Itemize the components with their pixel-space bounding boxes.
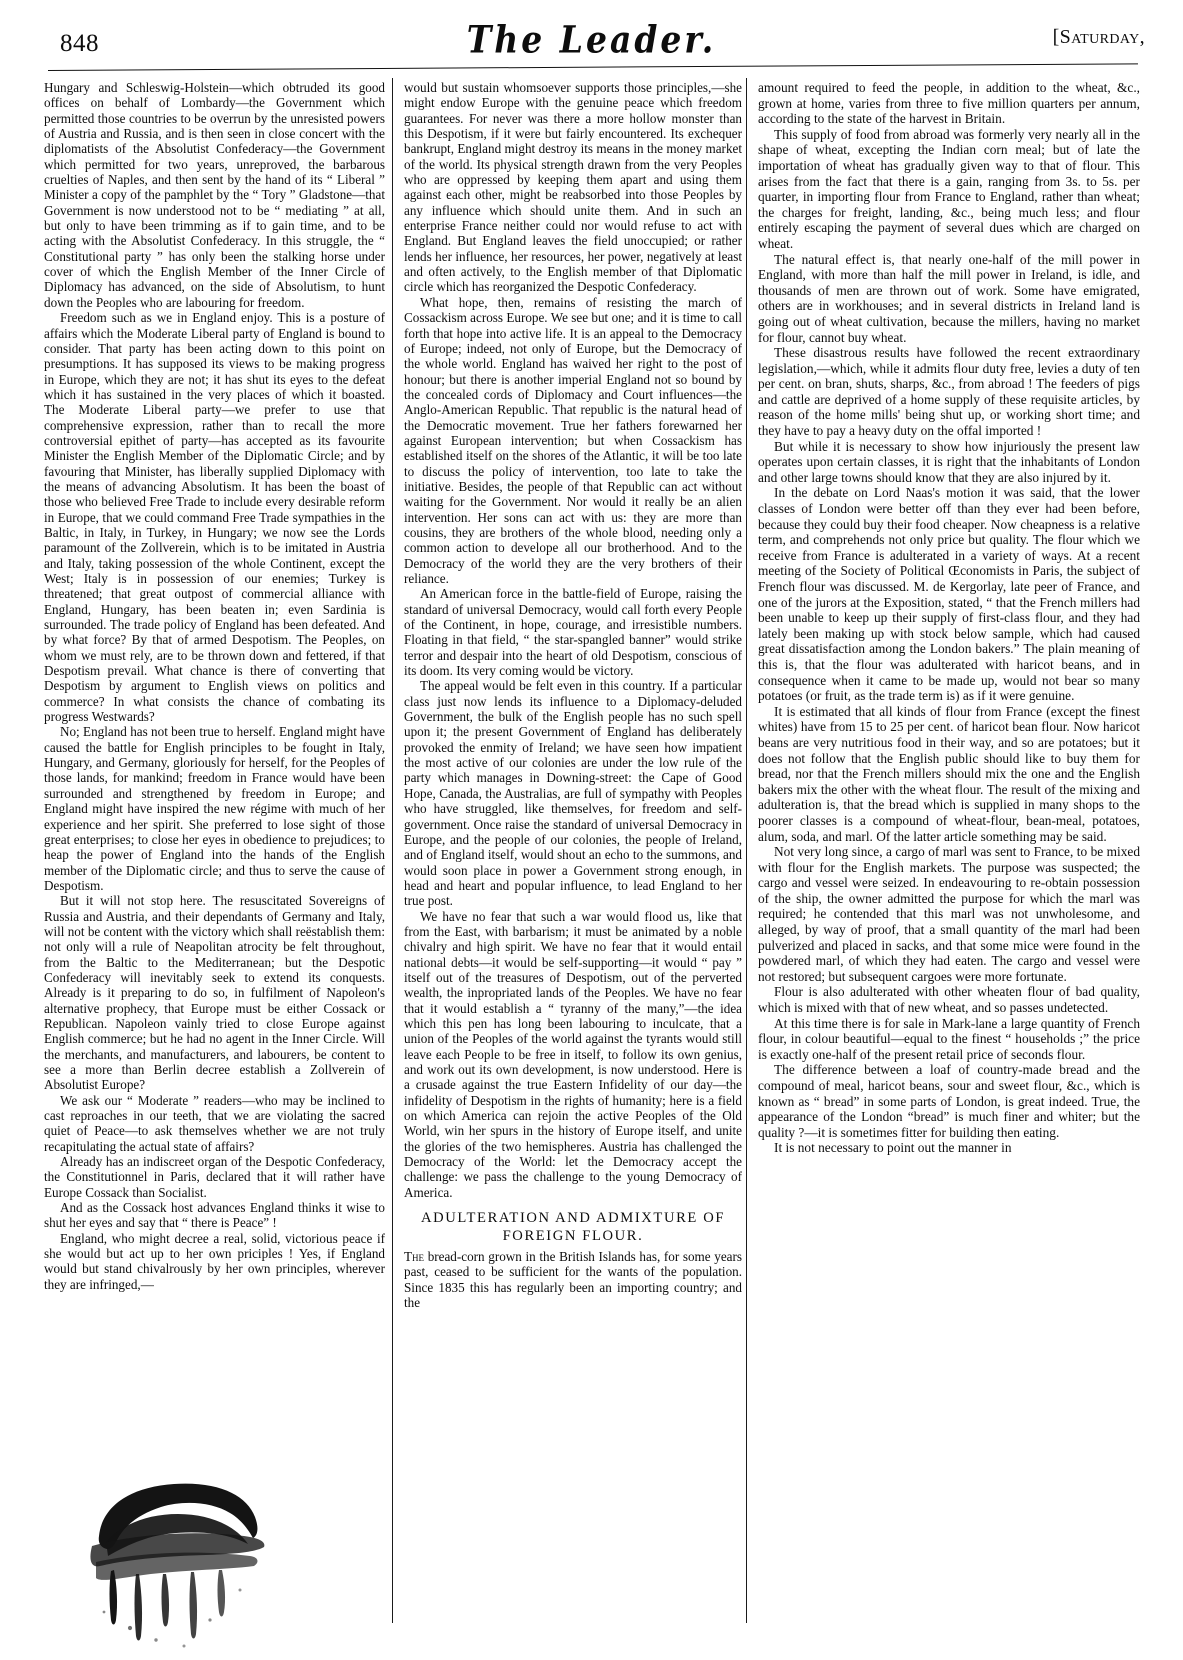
paragraph: But it will not stop here. The resuscitated Sovereigns of Russia and Austria, and their dependants of Germany and Italy, will not be content with the victory which shall reëstablish them: not only will a rule of Neapolitan atrocity be felt throughout, from the Baltic to the Mediterranean; but the Despotic Confederacy will inevitably seek to extend its conquests. Already is it preparing to do so, in fulfilment of Napoleon's alternative prophecy, that Europe must be either Cossack or Republican. Napoleon vainly tried to close Europe against English commerce; but he had no agent in the Inner Circle. Will the merchants, and manufacturers, and labourers, be content to see a more than Berlin decree establish a Zollverein of Absolutist Europe?: [44, 893, 385, 1093]
paragraph: These disastrous results have followed the recent extraordinary legislation,—which, while it admits flour duty free, levies a duty of ten per cent. on bran, shuts, sharps, &c., from abroad ! The feeders of pigs and cattle are deprived of a home supply of these requisite articles, by reason of the home mills' being shut up, or working short time; and they have to pay a heavy duty on the offal imported !: [758, 345, 1140, 439]
paragraph: Freedom such as we in England enjoy. This is a posture of affairs which the Moderate Liberal party of England is bound to consider. That party has been acting down to this point on presumptions. It has supposed its views to be making progress in Europe, which they are not; it has shut its eyes to the defeat which it has sustained in the very places of which it boasted. The Moderate Liberal party—we prefer to use that comprehensive expression, rather than to recall the more controversial epithet of party—has accepted as its favourite Minister the English Member of the Diplomatic Circle; and by favouring that Minister, has liberally supplied Diplomacy with the means of advancing Absolutism. It has been the boast of those who believed Free Trade to include every desirable reform in Europe, that we could command Free Trade sympathies in the Baltic, in Italy, in Turkey, in Hungary; we now see the Lords paramount of the Zollverein, which is to be imitated in Austria and Italy, taking possession of the whole Continent, except the West; Italy is in possession of our enemies; Turkey is threatened; that great outpost of commercial alliance with England, Hungary, has been beaten in; even Sardinia is surrounded. The trade policy of England has been defeated. And by what force? By that of armed Despotism. The Peoples, on whom we must rely, are to be thrown down and fettered, if that Despotism prevail. What chance is there of converting that Despotism by argument to English views on politics and commerce? In what consists the chance of combating its progress Westwards?: [44, 310, 385, 725]
paragraph: amount required to feed the people, in addition to the wheat, &c., grown at home, varies from three to five million quarters per annum, according to the state of the harvest in Britain.: [758, 80, 1140, 127]
lead-smallcaps: The: [404, 1249, 425, 1265]
paragraph: England, who might decree a real, solid, victorious peace if she would but act up to her own priciples ! Yes, if England would but stand chivalrously by her own principles, wherever they are infringed,—: [44, 1230, 385, 1292]
section-heading-line-2: FOREIGN FLOUR.: [502, 1228, 644, 1245]
paragraph: would but sustain whomsoever supports those principles,—she might endow Europe with the genuine peace which freedom guarantees. For never was there a more hollow monster than this Despotism, if it were but fairly encountered. Its exchequer bankrupt, England might destroy its means in the money market of the world. Its physical strength drawn from the very Peoples who are oppressed by keeping them apart and using them against each other, might be reabsorbed into those Peoples by any influence which should unite them. And in such an enterprise France neither could nor would refuse to act with England. But England leaves the field unoccupied; or rather lends her influence, her resources, her power, negatively at least and often actively, to the English member of that Diplomatic circle which has reorganized the Despotic Confederacy.: [404, 80, 742, 295]
paragraph: This supply of food from abroad was formerly very nearly all in the shape of wheat, excepting the Indian corn meal; but of late the importation of wheat has gradually given way to that of flour. This arises from the fact that there is a gain, ranging from 3s. to 5s. per quarter, in importing flour from France to England, rather than wheat; the charges for freight, landing, &c., being much less; and flour entirely escaping the payment of several dues which are charged on wheat.: [758, 126, 1140, 251]
text-column-2: [404, 80, 742, 1310]
section-heading-line-1: ADULTERATION AND ADMIXTURE OF: [420, 1210, 726, 1227]
paragraph: Flour is also adulterated with other wheaten flour of bad quality, which is mixed with that of new wheat, and so passes undetected.: [758, 984, 1140, 1016]
publication-title: The Leader.: [466, 17, 717, 62]
page-number: 848: [60, 30, 99, 57]
paragraph: We have no fear that such a war would flood us, like that from the East, with barbarism; it must be animated by a noble chivalry and high spirit. We have no fear that it would entail national debts—it would be self-supporting—it would “ pay ” itself out of the treasures of Despotism, out of the perverted wealth, the inpropriated lands of the Peoples. We have no fear that it would establish a “ tyranny of the many,”—the idea which this pen has long been labouring to inculcate, that a union of the Peoples of the world against the tyrants would still leave each People to be free in itself, to follow its own genius, and work out its own development, is now understood. Here is a crusade against the true Eastern Infidelity of our day—the infidelity of Despotism in the rights of humanity; here is a field on which America can rejoin the active Peoples of the Old World, win her spurs in the history of Europe itself, and unite the glories of the two hemispheres. Austria has challenged the Democracy of the World: let the Democracy accept the challenge: we pass the challenge to the young Democracy of America.: [404, 908, 742, 1200]
paragraph: An American force in the battle-field of Europe, raising the standard of universal Democracy, would call forth every People of the Continent, in hope, courage, and irresistible numbers. Floating in that field, “ the star-spangled banner” would strike terror and despair into the heart of old Despotism, conscious of its doom. Its very coming would be victory.: [404, 586, 742, 679]
article-columns: [0, 80, 1183, 1650]
section-lead-paragraph: [404, 1249, 742, 1310]
paragraph: In the debate on Lord Naas's motion it was said, that the lower classes of London were better off than they ever had been before, because they could buy their food cheaper. Now cheapness is a relative term, and comprehends not only price but quality. The flour which we receive from France is adulterated in a variety of ways. At a recent meeting of the Society of Political Œconomists in Paris, the subject of French flour was discussed. M. de Kergorlay, late peer of France, and one of the jurors at the Exposition, stated, “ that the French millers had been unable to keep up their supply of first-class flour, and they had lately been making up with stock below sample, which had caused great dissatisfaction among the London bakers.” The plain meaning of this is, that the flour was adulterated with haricot beans, and in consequence when it came to be made up, would not bear so many potatoes (or fruit, as the trade term is) as if it were genuine.: [758, 485, 1140, 704]
paragraph: Hungary and Schleswig-Holstein—which obtruded its good offices on behalf of Lombardy—the Government which permitted those countries to be overrun by the unresisted powers of Austria and Russia, and is then seen in close concert with the diplomatists of the Absolutist Confederacy—the Government which permitted for two years, unreproved, the barbarous cruelties of Naples, and then sent by the hand of its “ Liberal ” Minister a copy of the pamphlet by the “ Tory ” Gladstone—that Government is now understood not to be “ mediating ” at all, but only to have been trimming as if to gain time, and to be acting with the Absolutist Confederacy. In this struggle, the “ Constitutional party ” has only been the stalking horse under cover of which the English Member of the Inner Circle of Diplomacy has advanced, on the side of Absolutism, to hunt down the Peoples who are labouring for freedom.: [44, 80, 385, 310]
paragraph: No; England has not been true to herself. England might have caused the battle for English principles to be fought in Italy, Hungary, and Germany, gloriously for herself, for the Peoples of those lands, for mankind; freedom in France would have been surrounded and strengthened by freedom in Europe; and England might have inspired the new régime with much of her experience and her spirit. She preferred to lose sight of those great enterprises; to close her eyes in obedience to prejudices; to heap the power of England into the hands of the English member of the Diplomatic circle; and thus to serve the cause of Despotism.: [44, 724, 385, 893]
paragraph: It is not necessary to point out the manner in: [774, 1140, 1012, 1156]
paragraph: The natural effect is, that nearly one-half of the mill power in England, with more than half the mill power in Ireland, is idle, and thousands of men are thrown out of work. Some have emigrated, others are in workhouses; and in several districts in Ireland land is going out of wheat cultivation, because the millers, having no market for flour, cannot buy wheat.: [758, 251, 1140, 345]
lead-rest: bread-corn grown in the British Islands has, for some years past, ceased to be sufficient for the wants of the population. Since 1835 this has regularly been an importing country; and the: [404, 1249, 742, 1311]
text-column-3: [758, 80, 1140, 1156]
text-column-1: [44, 80, 385, 1292]
issue-day-label: [Saturday,: [1052, 26, 1145, 48]
paragraph: We ask our “ Moderate ” readers—who may be inclined to cast reproaches in our teeth, that we are violating the sacred quiet of Peace—to ask themselves whether we are not truly recapitulating the actual state of affairs?: [44, 1092, 385, 1154]
paragraph: Already has an indiscreet organ of the Despotic Confederacy, the Constitutionnel in Paris, declared that it will rather have Europe Cossack than Socialist.: [44, 1154, 385, 1200]
paragraph: It is estimated that all kinds of flour from France (except the finest whites) have from 15 to 25 per cent. of haricot bean flour. Now haricot beans are very nutritious food in their way, and so are potatoes; but it does not follow that the English public should like to buy them for bread, nor that the French millers should mix the one and the English bakers mix the other with the wheat flour. The result of the mixing and adulteration is, that the bread which is supplied in many shops to the poorer classes is a compound of wheat-flour, bean-meal, potatoes, alum, soda, and marl. Of the latter article something may be said.: [758, 703, 1140, 844]
paragraph: The appeal would be felt even in this country. If a particular class just now lends its influence to a Diplomacy-deluded Government, the bulk of the English people has no such spell upon it; the present Government of England has deliberately provoked the enmity of Ireland; we have seen how impatient the most active of our colonies are under the low rule of the party which manages in Downing-street: the Cape of Good Hope, Canada, the Australias, are full of sympathy with Peoples who have struggled, like themselves, for freedom and self-government. Once raise the standard of universal Democracy in Europe, and the people of our colonies, the people of Ireland, and of England itself, would shout an echo to the summons, and would soon place in power a Government strong enough, in head and heart and popular influence, to lead England to her true post.: [404, 678, 742, 909]
paragraph: But while it is necessary to show how injuriously the present law operates upon certain classes, it is right that the inhabitants of London and other large towns should know that they are also injured by it.: [758, 438, 1140, 485]
paragraph: What hope, then, remains of resisting the march of Cossackism across Europe. We see but one; and it is time to call forth that hope into active life. It is an appeal to the Democracy of Europe; indeed, not only of Europe, but the Democracy of the whole world. England has waived her right to the post of honour; but there is another imperial England not so bound by the concealed cords of Diplomacy and Court influences—the Anglo-American Republic. That republic is the natural head of the Democratic movement. True her fathers forewarned her against European intervention; but when Cossackism has established itself on the shores of the Atlantic, it will be too late to discuss the policy of intervention, too late to take the initiative. Besides, the people of that Republic can act without waiting for the Government. Nor would it really be an alien intervention. Her sons can act with us: they are more than cousins, they are brothers of the whole blood, needing only a common action to develope all our brotherhood. And to the Democracy of the world they are the very brothers of their reliance.: [404, 294, 742, 586]
paragraph: Not very long since, a cargo of marl was sent to France, to be mixed with flour for the English markets. The purpose was suspected; the cargo and vessel were seized. In endeavouring to re-obtain possession of the ship, the owner admitted the purpose for which the marl was required; he contended that this marl was not unwholesome, and alleged, by way of proof, that a small quantity of the marl had been pulverized and placed in sacks, and that some mice were found in the powdered marl, of which they had eaten. The cargo and vessel were not restored; but subsequent cargoes were more fortunate.: [758, 844, 1140, 984]
paragraph: The difference between a loaf of country-made bread and the compound of meal, haricot beans, sour and sweet flour, &c., which is known as “ bread” in some parts of London, is great indeed. True, the appearance of the London “bread” is much finer and whiter; but the quality ?—it is sometimes fitter for building then eating.: [758, 1062, 1140, 1140]
masthead: [0, 0, 1183, 68]
masthead-rule: [48, 63, 1138, 71]
paragraph: At this time there is for sale in Mark-lane a large quantity of French flour, in colour beautiful—equal to the finest “ households ;” the price is exactly one-half of the present retail price of seconds flour.: [758, 1015, 1140, 1062]
paragraph: And as the Cossack host advances England thinks it wise to shut her eyes and say that “ there is Peace” !: [44, 1200, 385, 1231]
